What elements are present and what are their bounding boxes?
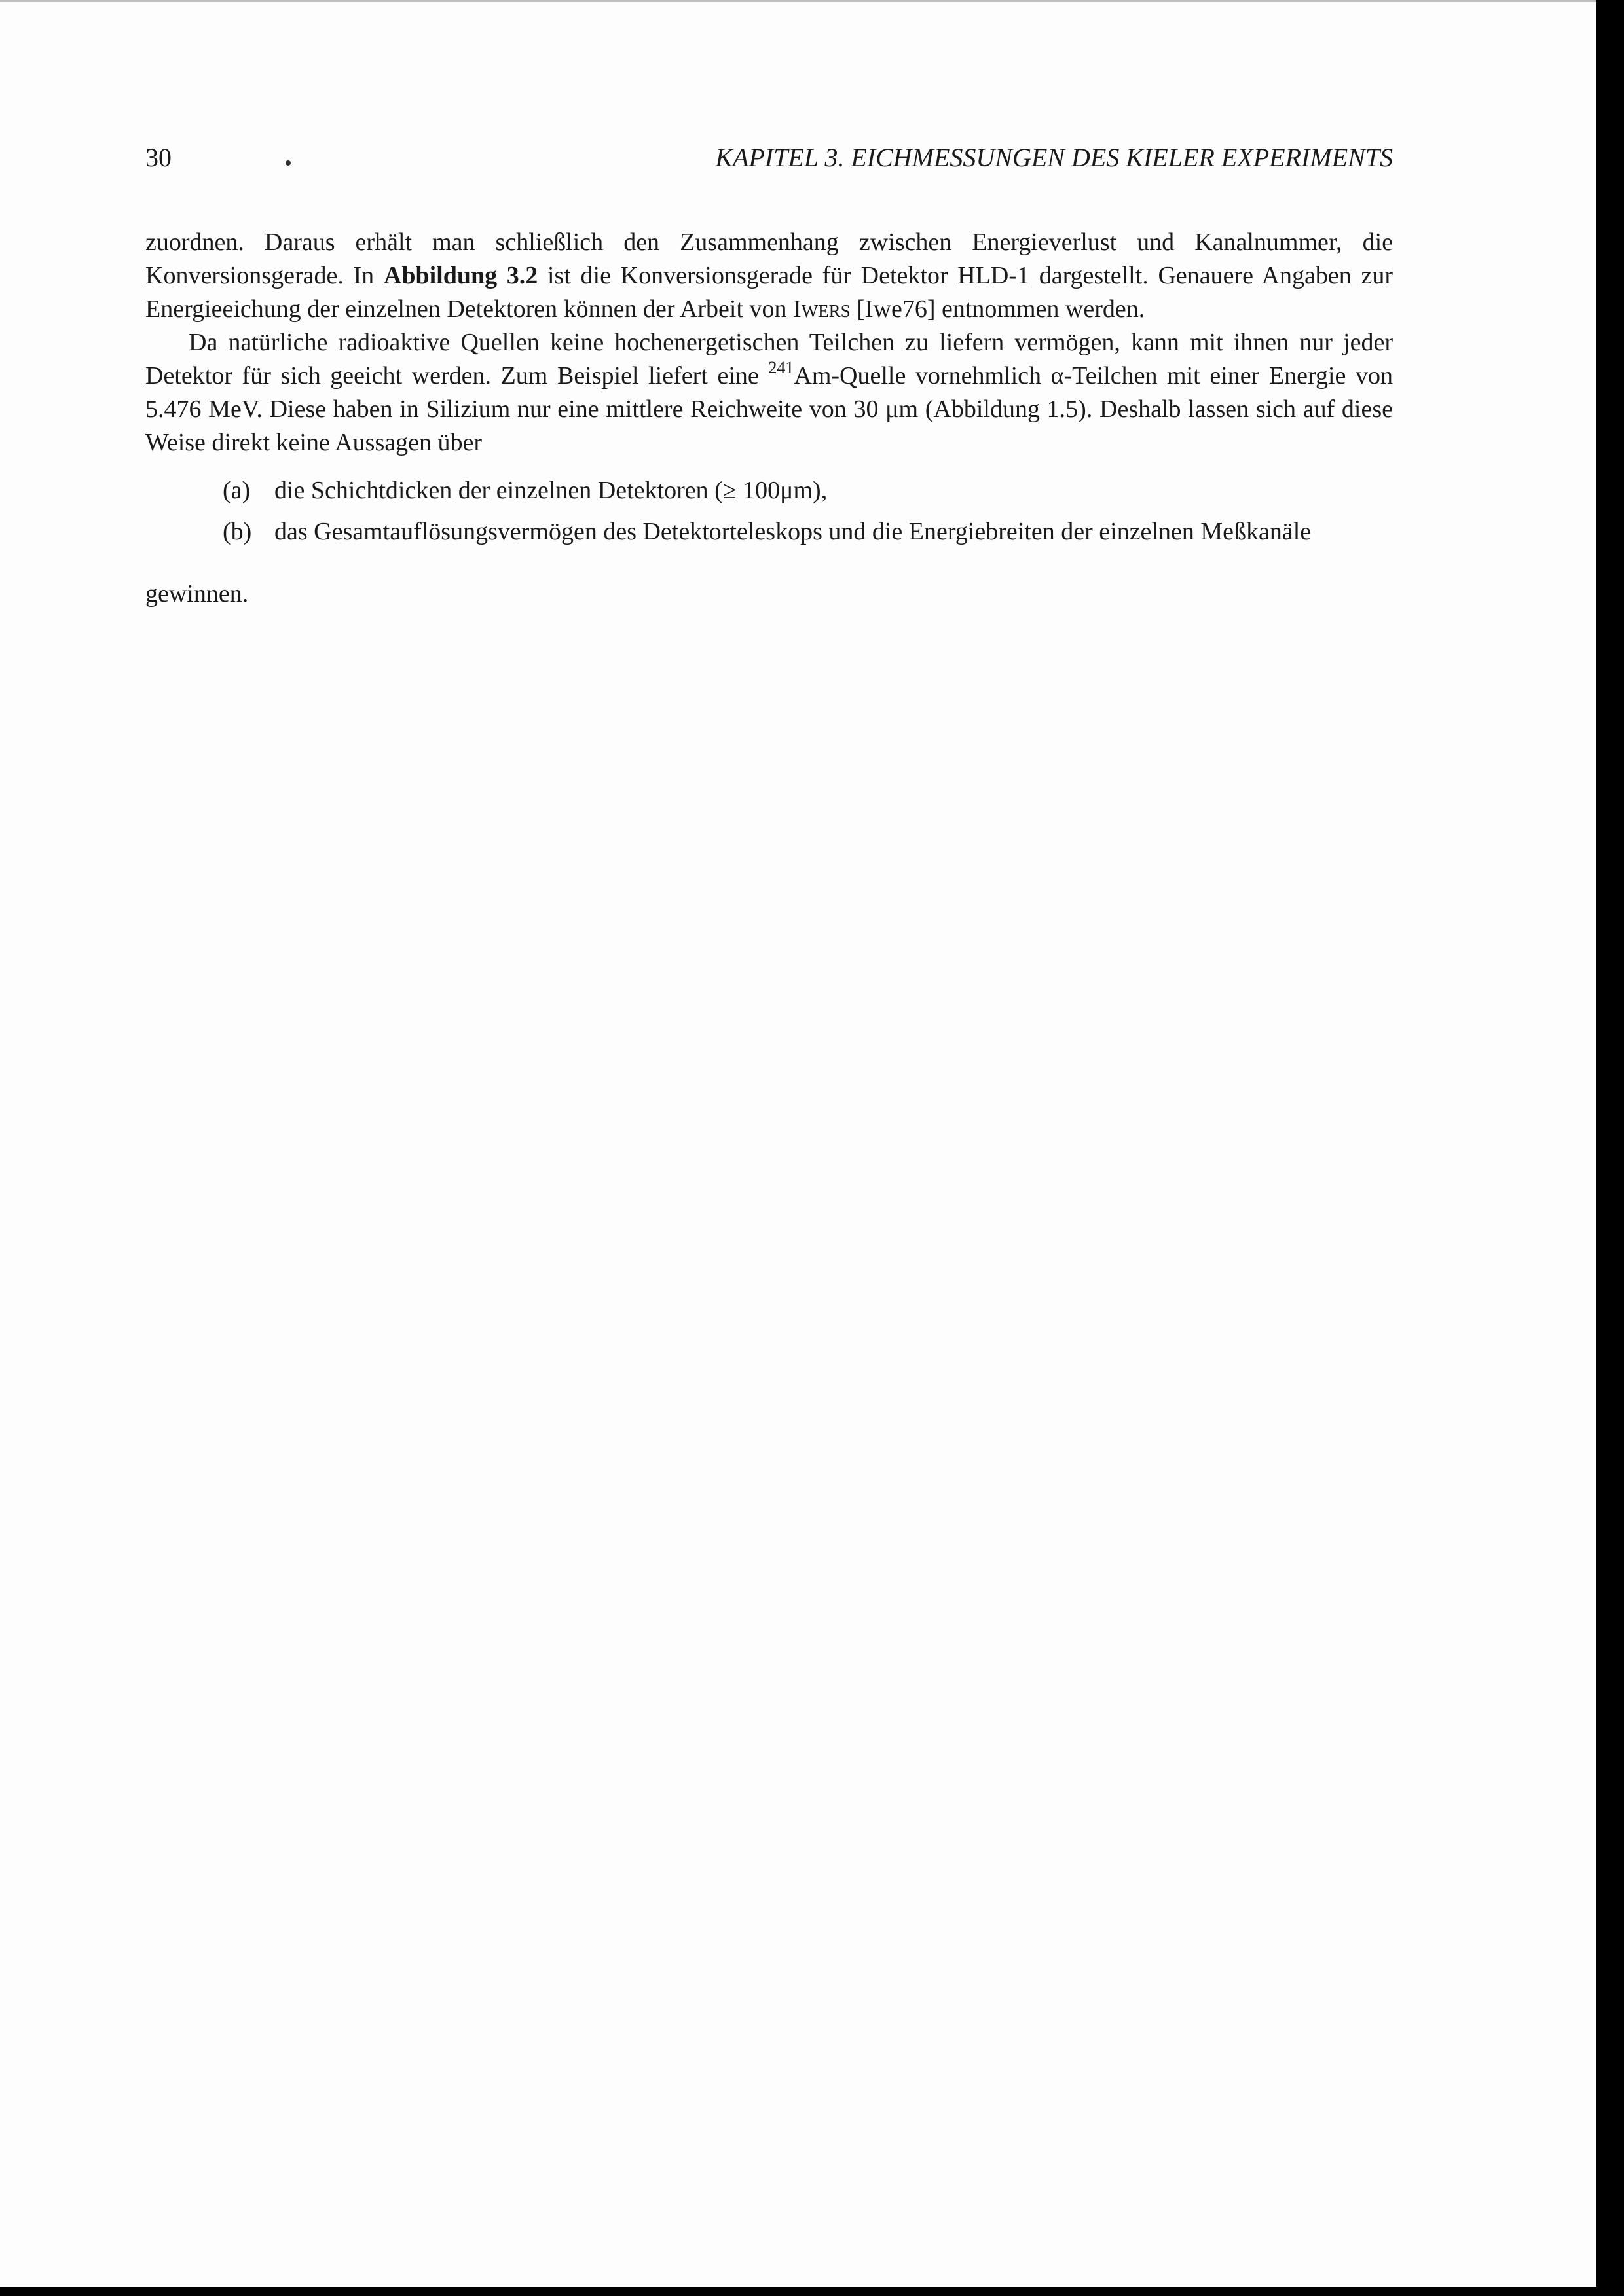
paragraph-text: zuordnen. Daraus erhält man schließlich den Zusammenhang zwischen Energieverlust und Kanalnummer, die Konversionsgerade. In — [145, 228, 1393, 289]
author-name: Iwers — [793, 295, 851, 323]
paragraph-text: [Iwe76] entnommen werden. — [850, 295, 1145, 323]
list-item — [145, 474, 1393, 507]
scan-edge-bottom — [0, 2287, 1624, 2296]
paragraph-text: Da natürliche radioaktive Quellen keine hochenergetischen Teilchen zu liefern vermögen, kann mit ihnen nur jeder Detektor für sich geeicht werden. Zum Beispiel liefert eine — [145, 329, 1393, 390]
scan-speck — [286, 160, 291, 166]
chapter-title: KAPITEL 3. EICHMESSUNGEN DES KIELER EXPERIMENTS — [715, 143, 1393, 172]
paragraph-conversion-line — [145, 226, 1393, 326]
isotope-superscript: 241 — [768, 358, 794, 377]
paragraph-text: ist die Konversionsgerade für Detektor HLD-1 dargestellt. Genauere Angaben zur Energieeichung der einzelnen Detektoren können der Arbeit von — [145, 262, 1393, 323]
scan-edge-right — [1596, 0, 1624, 2296]
paragraph-radioactive-sources — [145, 326, 1393, 460]
figure-reference: Abbildung 3.2 — [383, 262, 538, 289]
scan-edge-top — [0, 0, 1624, 2]
list-item-text: die Schichtdicken der einzelnen Detektoren (≥ 100μm), — [274, 477, 828, 504]
list-item-label: (b) — [223, 518, 252, 545]
list-item — [145, 515, 1393, 549]
enumerated-list — [145, 474, 1393, 549]
list-item-label: (a) — [223, 477, 251, 504]
list-item-text: das Gesamtauflösungsvermögen des Detektorteleskops und die Energiebreiten der einzelnen Meßkanäle — [274, 518, 1312, 545]
running-header — [145, 141, 1393, 180]
page-number: 30 — [145, 143, 172, 172]
closing-text: gewinnen. — [145, 580, 249, 608]
paragraph-text: Am-Quelle vornehmlich α-Teilchen mit einer Energie von 5.476 MeV. Diese haben in Silizium nur eine mittlere Reichweite von 30 μm (Abbildung 1.5). Deshalb lassen sich auf diese Weise direkt keine Aussagen über — [145, 362, 1393, 456]
document-page — [145, 141, 1393, 611]
